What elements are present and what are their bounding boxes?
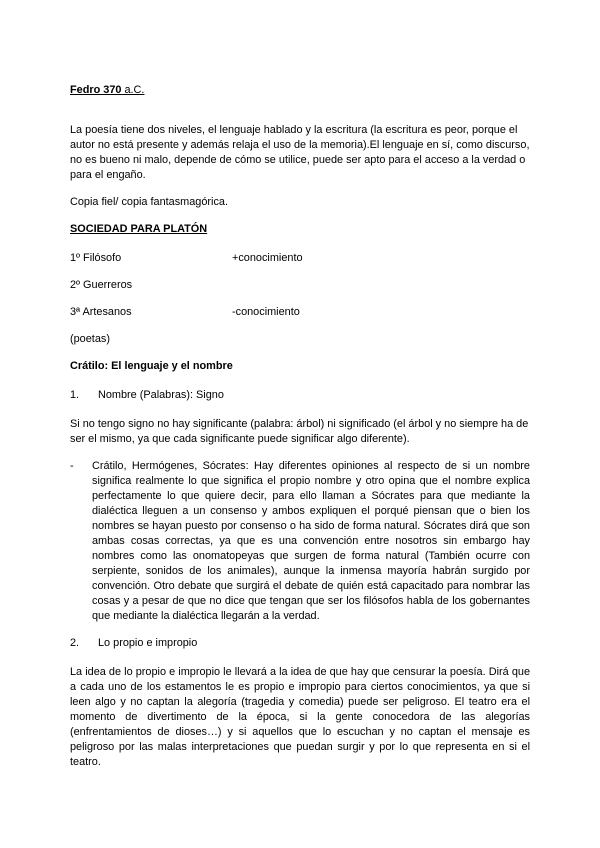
bullet-paragraph-debate-text: Crátilo, Hermógenes, Sócrates: Hay diferentes opiniones al respecto de si un nombre significa realmente lo que significa el propio nombre y otro opina que el nombre explica perfectamente lo que quiere decir, para ello llaman a Sócrates para que mediante la dialéctica lleguen a un consenso y ambos expliquen el porqué piensan que o bien los nombres se hayan puesto por consenso o ha sido de forma natural. Sócrates dirá que son ambas cosas correctas, ya que es una convención entre nosotros sin embargo hay nombres como las onomatopeyas que surgen de forma natural (También ocurre con serpiente, sonidos de los animales), aunque la inmensa mayoría habrán surgido por convención. Otro debate que surgirá el debate de quién está capacitado para nombrar las cosas y a pesar de que no dice que tengan que ser los filósofos habla de los gobernantes que mediante la dialéctica llegarán a la verdad. bbox=[92, 460, 530, 622]
doc-title-suffix: a.C. bbox=[121, 84, 145, 96]
estamento-row bbox=[70, 278, 530, 293]
numbered-item-1 bbox=[70, 388, 530, 403]
numbered-item-2-text: Lo propio e impropio bbox=[98, 637, 198, 649]
bullet-dash-marker: - bbox=[70, 460, 74, 472]
doc-title bbox=[70, 83, 530, 98]
paragraph-signo: Si no tengo signo no hay significante (palabra: árbol) ni significado (el árbol y no siempre ha de ser el mismo, ya que cada significante puede significar algo diferente). bbox=[70, 418, 529, 445]
estamento-label: 3ª Artesanos bbox=[70, 306, 132, 318]
estamento-label: 1º Filósofo bbox=[70, 252, 122, 264]
heading-sociedad bbox=[70, 222, 530, 237]
numbered-item-1-text: Nombre (Palabras): Signo bbox=[98, 389, 224, 401]
bullet-paragraph-debate bbox=[70, 459, 530, 624]
numbered-item-2 bbox=[70, 636, 530, 651]
estamento-annotation: -conocimiento bbox=[232, 306, 300, 318]
paragraph-propio: La idea de lo propio e impropio le llevará a la idea de que hay que censurar la poesía. Dirá que a cada uno de los estamentos le es propio e impropio para ciertos conocimientos, ya que si leen algo y no captan la alegoría (tragedia y comedia) puede ser peligroso. El teatro era el momento de divertimento de la época, si la gente conocedora de las alegorías (enfrentamientos de dioses…) y si aquellos que lo escuchan y no captan el mensaje es peligroso por las malas interpretaciones que puedan surgir y por lo que representa en si el teatro. bbox=[70, 666, 530, 768]
heading-cratilo: Crátilo: El lenguaje y el nombre bbox=[70, 360, 233, 372]
estamento-annotation: +conocimiento bbox=[232, 252, 303, 264]
paragraph-poesia: La poesía tiene dos niveles, el lenguaje hablado y la escritura (la escritura es peor, porque el autor no está presente y además relaja el uso de la memoria).El lenguaje en sí, como discurso, no es bueno ni malo, depende de cómo se utilice, puede ser apto para el acceso a la verdad o para el engaño. bbox=[70, 124, 530, 181]
estamento-row bbox=[70, 332, 530, 347]
paragraph-copia: Copia fiel/ copia fantasmagórica. bbox=[70, 196, 228, 208]
doc-title-main: Fedro 370 bbox=[70, 84, 122, 96]
numbered-item-1-number: 1. bbox=[70, 389, 80, 401]
estamento-row bbox=[70, 305, 530, 320]
estamento-label: 2º Guerreros bbox=[70, 279, 133, 291]
numbered-item-2-number: 2. bbox=[70, 637, 80, 649]
estamento-row bbox=[70, 251, 530, 266]
estamento-label: (poetas) bbox=[70, 333, 110, 345]
heading-sociedad-text: SOCIEDAD PARA PLATÓN bbox=[70, 223, 208, 235]
